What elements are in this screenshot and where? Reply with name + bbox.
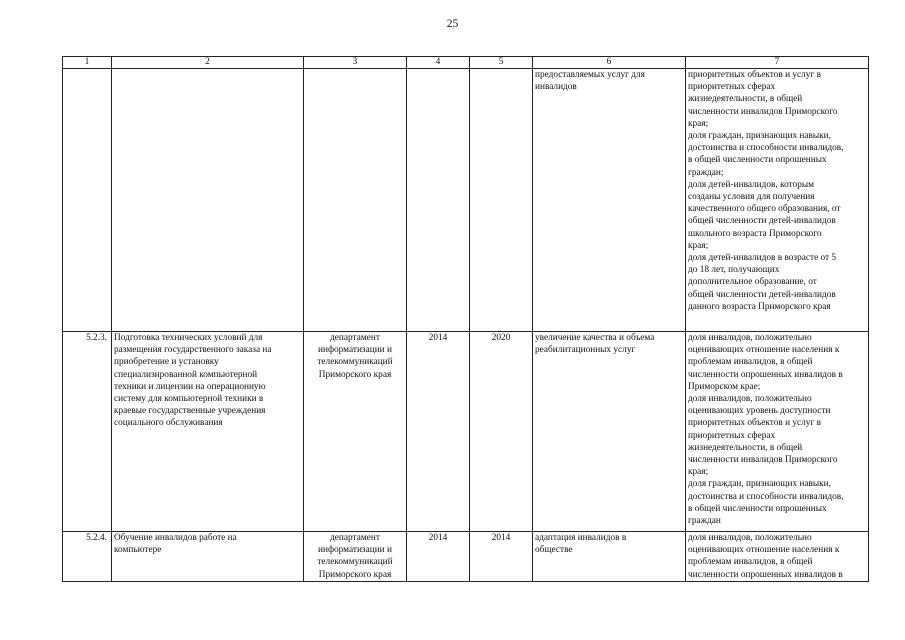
executor-cell (304, 532, 407, 582)
page-number: 25 (446, 18, 459, 30)
measure-cell (112, 532, 304, 582)
indicators-text: приоритетных объектов и услуг в приоритетных сферах жизнедеятельности, в общей численности инвалидов Приморского края; доля граждан, признающих навыки, достоинства и способности инвалидов, в общей численности опрошенных граждан; доля детей-инвалидов, которым созданы условия для получения качественного общего образования, от общей численности детей-инвалидов школьного возраста Приморского края; доля детей-инвалидов в возрасте от 5 до 18 лет, получающих дополнительное образование, от общей численности детей-инвалидов данного возраста Приморского края (688, 70, 844, 312)
measure-cell (112, 332, 304, 532)
executor-text: департамент информатизации и телекоммуникаций Приморского края (317, 533, 393, 580)
table-row-5-2-4 (63, 532, 869, 582)
end-year-cell (470, 69, 533, 332)
item-number-cell: 5.2.3. (63, 332, 112, 532)
expected-result-cell (533, 332, 686, 532)
expected-result-text: адаптация инвалидов в обществе (535, 533, 627, 556)
column-header: 2 (112, 57, 304, 69)
indicators-text: доля инвалидов, положительно оценивающих отношение населения к проблемам инвалидов, в общей численности опрошенных инвалидов в (688, 533, 843, 580)
column-header: 6 (533, 57, 686, 69)
column-header: 1 (63, 57, 112, 69)
table-row-5-2-3 (63, 332, 869, 532)
executor-cell (304, 69, 407, 332)
measure-cell (112, 69, 304, 332)
item-number-cell (63, 69, 112, 332)
item-number-cell: 5.2.4. (63, 532, 112, 582)
executor-text: департамент информатизации и телекоммуникаций Приморского края (317, 333, 393, 380)
indicators-text: доля инвалидов, положительно оценивающих отношение населения к проблемам инвалидов, в общей численности опрошенных инвалидов в Приморском крае; доля инвалидов, положительно оценивающих уровень доступности приоритетных объектов и услуг в приоритетных сферах жизнедеятельности, в общей численности инвалидов Приморского края; доля граждан, признающих навыки, достоинства и способности инвалидов, в общей численности опрошенных граждан (688, 333, 844, 527)
expected-result-cell (533, 532, 686, 582)
column-header: 5 (470, 57, 533, 69)
end-year-cell: 2014 (470, 532, 533, 582)
expected-result-text: увеличение качества и объема реабилитационных услуг (535, 333, 655, 356)
measure-text: Обучение инвалидов работе на компьютере (114, 533, 237, 556)
expected-result-cell (533, 69, 686, 332)
column-header: 4 (407, 57, 470, 69)
column-number-row (63, 57, 869, 69)
measure-text: Подготовка технических условий для размещения государственного заказа на приобретение и установку специализированной компьютерной техники и лицензии на операционную систему для компьютерной техники в краевые государственные учреждения социального обслуживания (114, 333, 272, 429)
indicators-cell (686, 332, 869, 532)
indicators-cell (686, 69, 869, 332)
start-year-cell (407, 69, 470, 332)
expected-result-text: предоставляемых услуг для инвалидов (535, 70, 645, 93)
column-header: 7 (686, 57, 869, 69)
column-header: 3 (304, 57, 407, 69)
indicators-cell (686, 532, 869, 582)
executor-cell (304, 332, 407, 532)
end-year-cell: 2020 (470, 332, 533, 532)
start-year-cell: 2014 (407, 532, 470, 582)
start-year-cell: 2014 (407, 332, 470, 532)
program-measures-table (62, 56, 869, 582)
table-row-continuation (63, 69, 869, 332)
